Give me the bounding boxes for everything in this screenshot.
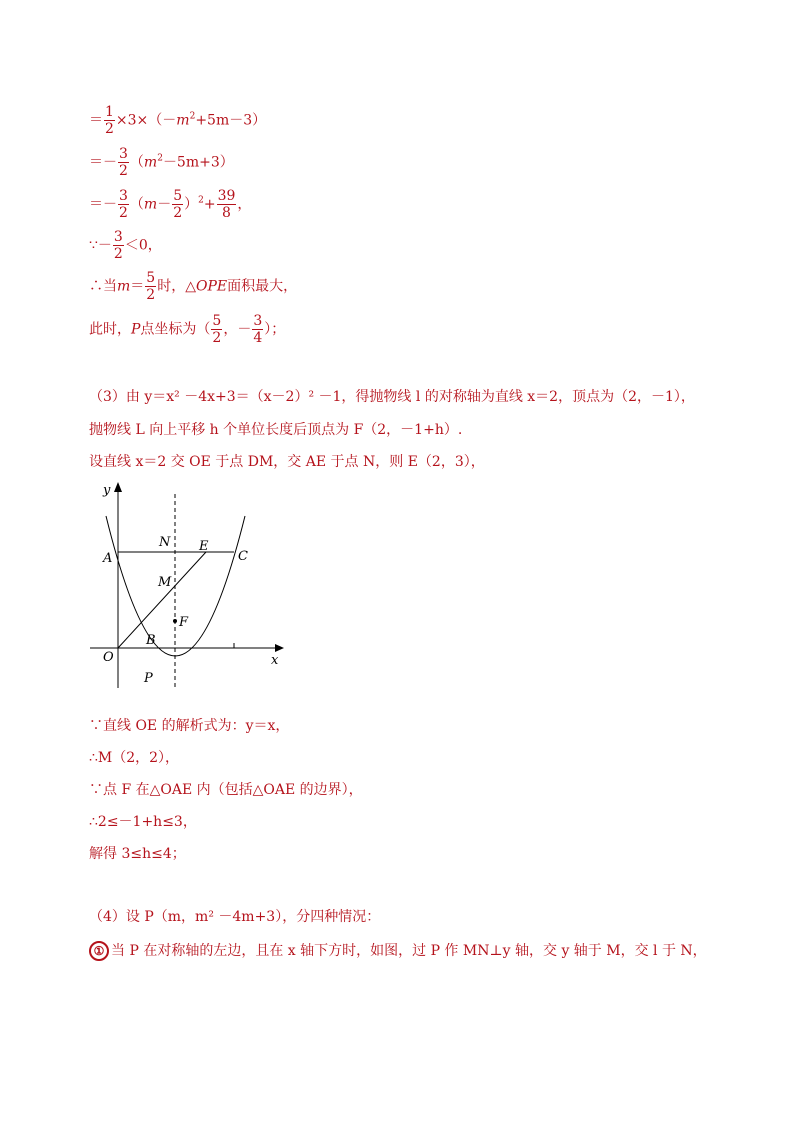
label-F: F [179, 615, 189, 630]
text-line-13: ∴2≤－1+h≤3， [89, 814, 197, 830]
label-O: O [103, 650, 114, 665]
label-y: y [103, 483, 111, 498]
y-axis-arrow [114, 482, 122, 492]
text-line-12: ∵点 F 在△OAE 内（包括△OAE 的边界）， [89, 782, 363, 798]
text-line-10: ∵直线 OE 的解析式为：y＝x， [89, 718, 290, 734]
label-P: P [144, 671, 153, 686]
equation-line-5: ∴当m＝ $\frac{5}{2}$ 时，△OPE面积最大， [89, 270, 298, 304]
equation-line-3: ＝－ $\frac{3}{2}$ （m－ $\frac{5}{2}$ ）$^2$+ $\frac{39}{8}$ ， [89, 188, 252, 222]
label-E: E [199, 539, 209, 554]
text-line-16: ① 当 P 在对称轴的左边，且在 x 轴下方时，如图，过 P 作 MN⊥y 轴，交 y 轴于 M，交 l 于 N， [89, 941, 707, 961]
label-x: x [271, 653, 279, 668]
equation-line-2: ＝－ $\frac{3}{2}$ $(m^2-5m+3)$ [89, 146, 234, 180]
equation-line-4: ∵－ $\frac{3}{2}$ ＜0， [89, 229, 162, 263]
label-A: A [103, 551, 113, 566]
circled-number-1: ① [89, 941, 109, 961]
equation-line-1: ＝ $\frac{1}{2}$ $\times 3\times(-m^2+5m-3)$ [89, 104, 267, 138]
text-line-8: 抛物线 L 向上平移 h 个单位长度后顶点为 F（2，－1+h）. [89, 422, 463, 438]
point-F [173, 619, 177, 623]
x-axis-arrow [275, 644, 284, 652]
label-C: C [238, 549, 248, 564]
text-line-11: ∴M（2，2）， [89, 750, 180, 766]
text-line-9: 设直线 x＝2 交 OE 于点 DM，交 AE 于点 N，则 E（2，3）， [89, 454, 485, 470]
text-line-14: 解得 3≤h≤4； [89, 846, 186, 862]
text-line-15: （4）设 P（m，m² －4m+3），分四种情况： [89, 909, 381, 925]
equation-line-6: 此时，P点坐标为（ $\frac{5}{2}$ ，－ $\frac{3}{4}$ ）； [89, 313, 286, 347]
parabola-figure [88, 478, 303, 693]
label-N: N [159, 535, 171, 550]
label-M: M [158, 575, 172, 590]
label-B: B [146, 633, 156, 648]
text-line-7: （3）由 y＝x² －4x+3＝（x－2）² －1，得抛物线 l 的对称轴为直线 x＝2，顶点为（2，－1）， [89, 389, 695, 405]
